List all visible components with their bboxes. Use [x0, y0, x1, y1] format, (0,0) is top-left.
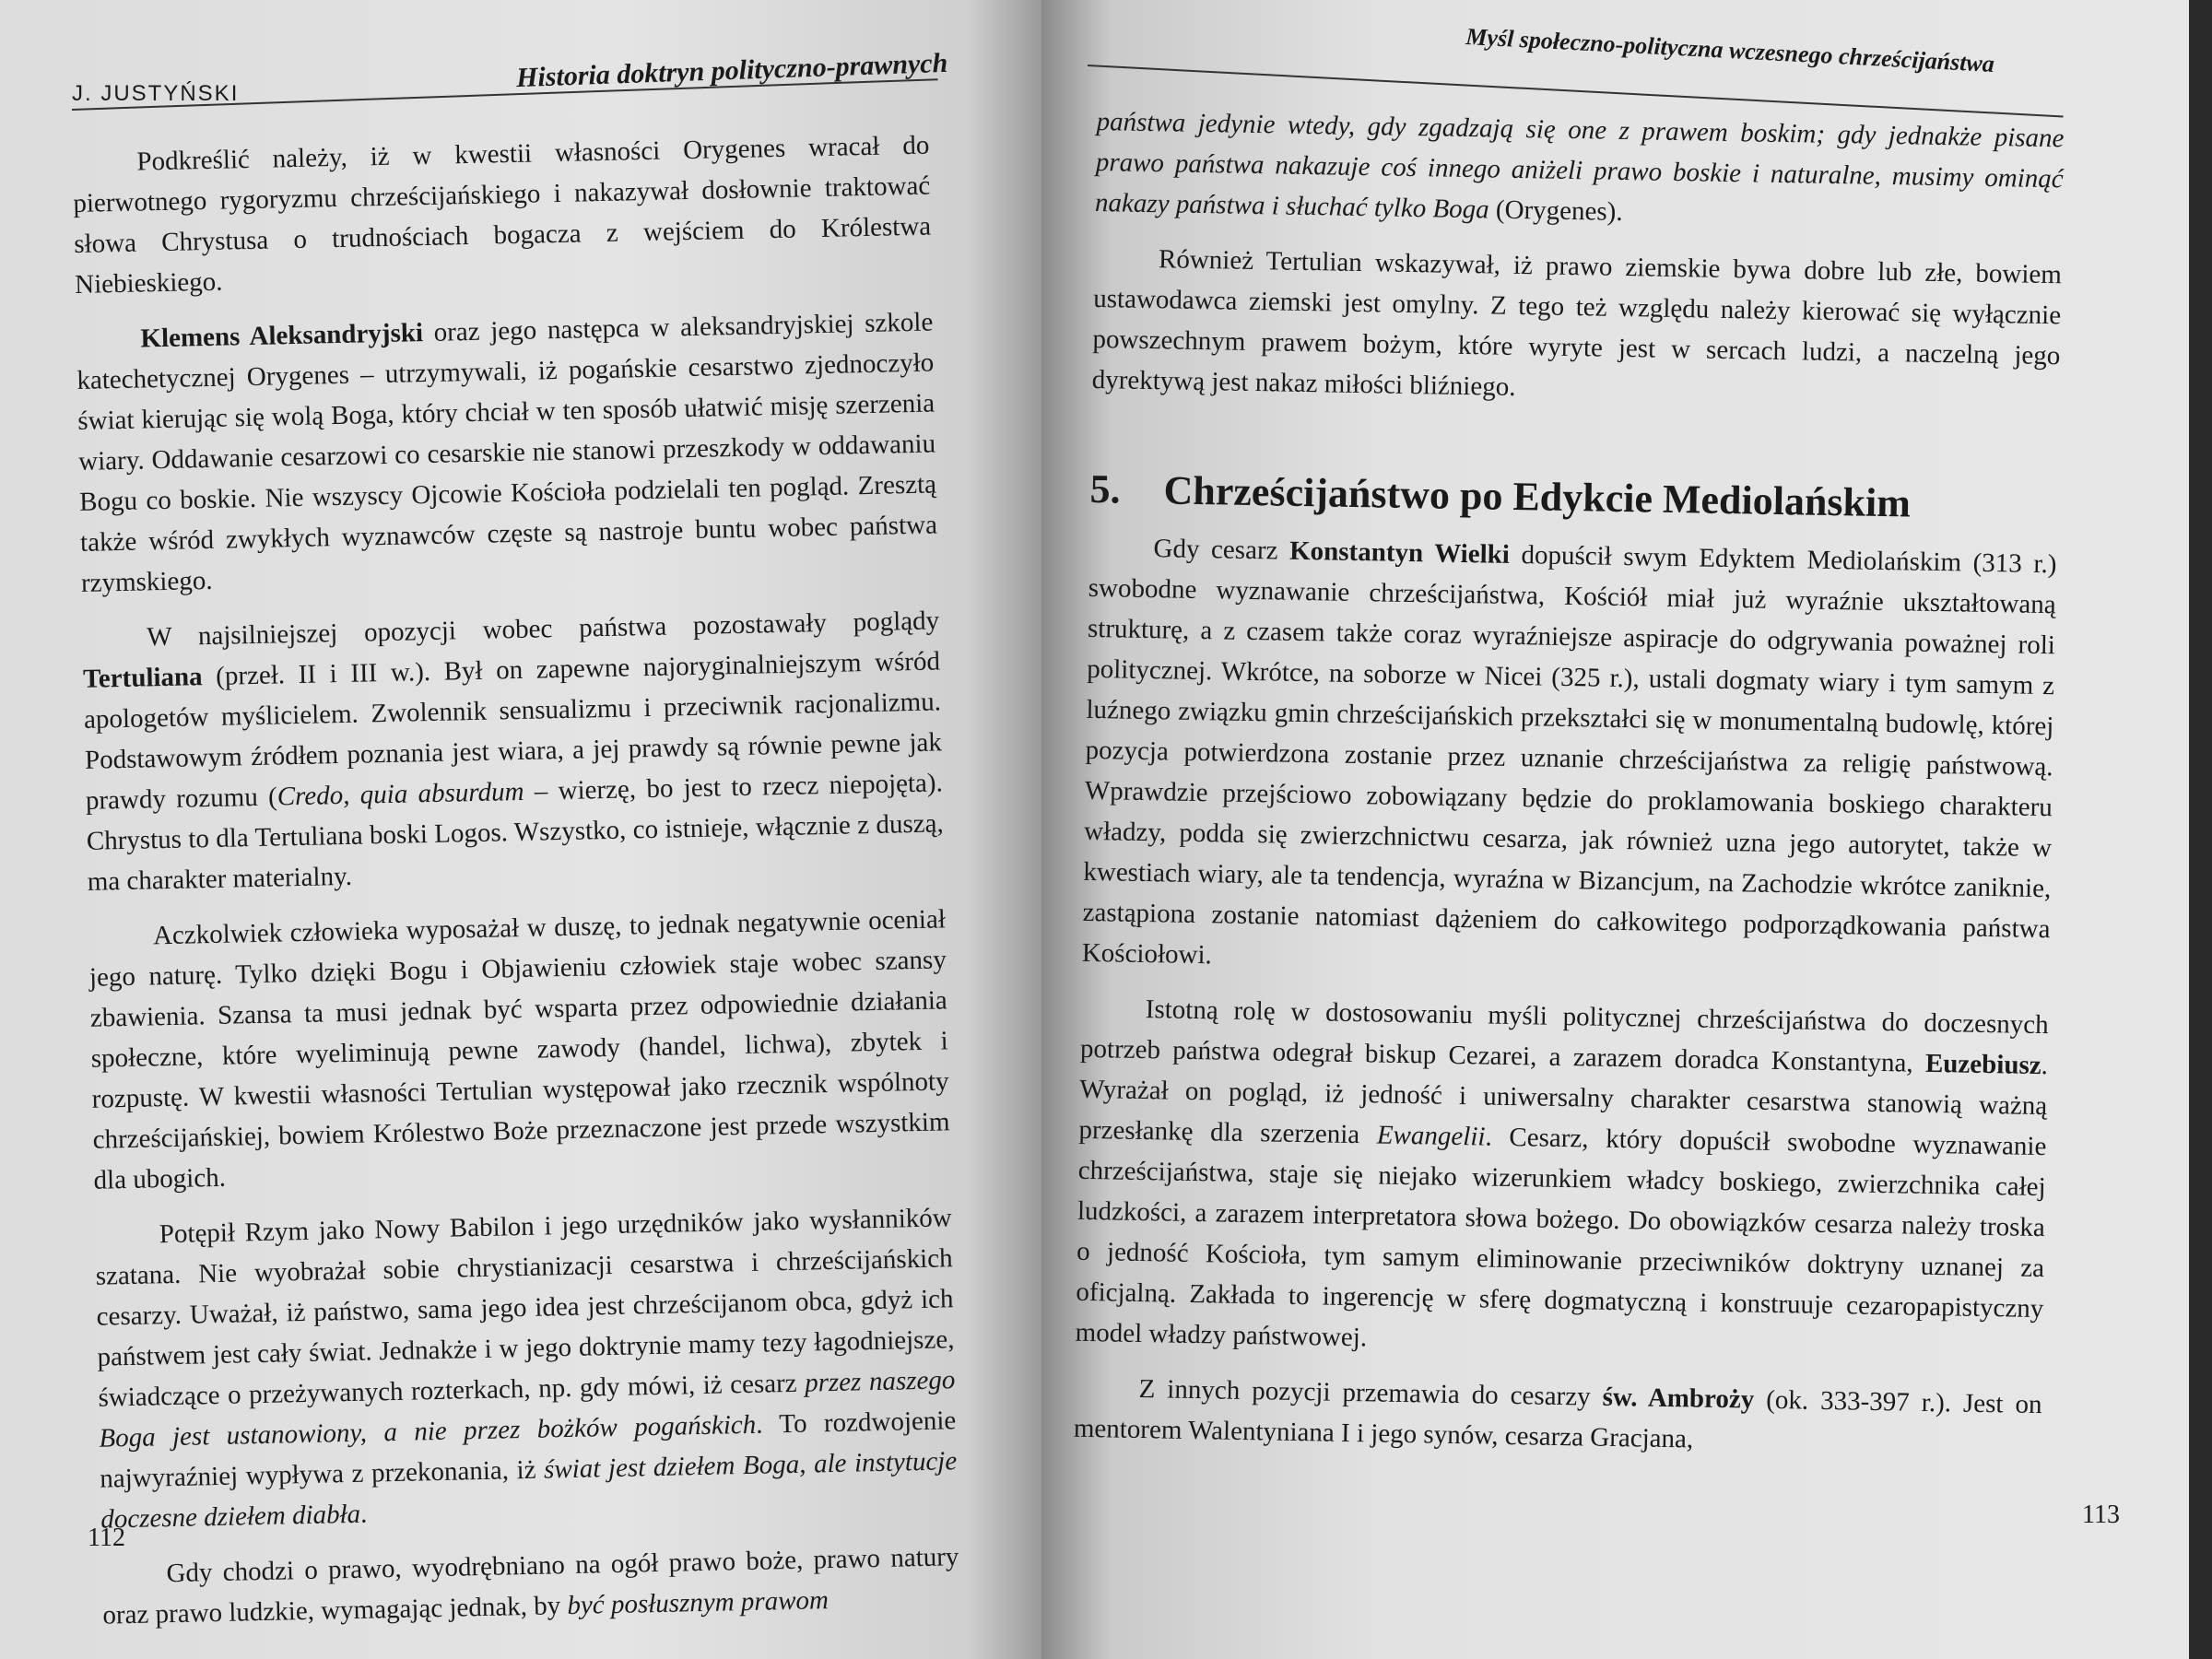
section-heading: 5. Chrześcijaństwo po Edykcie Mediolańskim [1089, 465, 1912, 526]
paragraph: Potępił Rzym jako Nowy Babilon i jego urzędników jako wysłanników szatana. Nie wyobrażał sobie chrystianizacji cesarstwa i chrześcijańskich cesarzy. Uważał, iż państwo, sama jego idea jest chrześcijanom obca, gdyż ich państwem jest cały świat. Jednakże i w jego doktrynie mamy tezy łagodniejsze, świadczące o przeżywanych rozterkach, np. gdy mówi, iż cesarz przez naszego Boga jest ustanowiony, a nie przez bożków pogańskich. To rozdwojenie najwyraźniej wypływa z przekonania, iż świat jest dziełem Boga, ale instytucje doczesne dziełem diabła. [95, 1203, 958, 1535]
page-number: 112 [88, 1524, 125, 1552]
paragraph: Podkreślić należy, iż w kwestii własności Orygenes wracał do pierwotnego rygoryzmu chrześcijańskiego i nakazywał dosłownie traktować słowa Chrystusa o trudnościach bogacza z wejściem do Królestwa Niebieskiego. [73, 130, 932, 300]
paragraph: Aczkolwiek człowieka wyposażał w duszę, to jednak negatywnie oceniał jego naturę. Tylko dzięki Bogu i Objawieniu człowiek staje wobec szansy zbawienia. Szansa ta musi jednak być wsparta przez odpowiednie działania społeczne, które wyeliminują pewne zawody (handel, lichwa), zbytek i rozpustę. W kwestii własności Tertulian występował jako rzecznik wspólnoty chrześcijańskiej, bowiem Królestwo Boże przeznaczone jest przede wszystkim dla ubogich. [88, 904, 950, 1195]
right-text-column [1073, 101, 2065, 1480]
quotation: państwa jedynie wtedy, gdy zgadzają się one z prawem boskim; gdy jednakże pisane prawo państwa nakazuje coś innego aniżeli prawo boskie i naturalne, musimy ominąć nakazy państwa i słuchać tylko Boga (Orygenes). [1094, 106, 2065, 227]
paragraph: Gdy chodzi o prawo, wyodrębniano na ogół prawo boże, prawo natury oraz prawo ludzkie, wymagając jednak, by być posłusznym prawom [102, 1542, 959, 1630]
paragraph: Również Tertulian wskazywał, iż prawo ziemskie bywa dobre lub złe, bowiem ustawodawca ziemski jest omylny. Z tego też względu należy kierować się wyłącznie powszechnym prawem bożym, które wyryte jest w sercach ludzi, a naczelną jego dyrektywą jest nakaz miłości bliźniego. [1091, 244, 2063, 402]
running-head-title: Myśl społeczno-polityczna wczesnego chrześcijaństwa [1465, 22, 1995, 78]
running-head-title: Historia doktryn polityczno-prawnych [515, 47, 948, 94]
book-edge [2189, 0, 2212, 1659]
left-page [0, 0, 1041, 1659]
running-head-author: J. JUSTYŃSKI [72, 81, 240, 106]
left-text-column [72, 125, 960, 1651]
paragraph: Istotną rolę w dostosowaniu myśli politycznej chrześcijaństwa do doczesnych potrzeb państwa odegrał biskup Cezarei, a zarazem doradca Konstantyna, Euzebiusz. Wyrażał on pogląd, iż jedność i uniwersalny charakter cesarstwa stanowią ważną przesłankę dla szerzenia Ewangelii. Cesarz, który dopuścił swobodne wyznawanie chrześcijaństwa, staje się niejako wizerunkiem władcy boskiego, zwierzchnika całej ludzkości, a zarazem interpretatora słowa bożego. Do obowiązków cesarza należy troska o jedność Kościoła, tym samym eliminowanie przeciwników doktryny uznanej za oficjalną. Zakłada to ingerencję w sferę dogmatyczną i konstruuje cezaropapistyczny model władzy państwowej. [1075, 994, 2049, 1353]
paragraph: Gdy cesarz Konstantyn Wielki dopuścił swym Edyktem Mediolańskim (313 r.) swobodne wyznawanie chrześcijaństwa, Kościół miał już wyraźnie ukształtowaną strukturę, a z czasem także coraz wyraźniejsze aspiracje do odgrywania poważnej roli politycznej. Wkrótce, na soborze w Nicei (325 r.), ustali dogmaty wiary i tym samym z luźnego związku gmin chrześcijańskich przekształci się w monumentalną budowlę, której pozycja potwierdzona zostanie przez uznanie chrześcijaństwa za religię państwową. Wprawdzie przejściowo zobowiązany będzie do proklamowania boskiego charakteru władzy, podda się zwierzchnictwu cesarza, jak również uzna jego autorytet, także w kwestiach wiary, ale ta tendencja, wyraźna w Bizancjum, na Zachodzie wkrótce zaniknie, zastąpiona zostanie natomiast dążeniem do całkowitego podporządkowania państwa Kościołowi. [1081, 534, 2057, 971]
right-page [1041, 0, 2189, 1659]
paragraph: Klemens Aleksandryjski oraz jego następca w aleksandryjskiej szkole katechetycznej Orygenes – utrzymywali, iż pogańskie cesarstwo zjednoczyło świat kierując się wolą Boga, który chciał w ten sposób ułatwić misję szerzenia wiary. Oddawanie cesarzowi co cesarskie nie stanowi przeszkody w oddawaniu Bogu co boskie. Nie wszyscy Ojcowie Kościoła podzielali ten pogląd. Zresztą także wśród zwykłych wyznawców częste są nastroje buntu wobec państwa rzymskiego. [76, 307, 938, 598]
paragraph: Z innych pozycji przemawia do cesarzy św. Ambroży (ok. 333-397 r.). Jest on mentorem Walentyniana I i jego synów, cesarza Gracjana, [1073, 1374, 2042, 1454]
page-number: 113 [2082, 1500, 2120, 1529]
paragraph: W najsilniejszej opozycji wobec państwa pozostawały poglądy Tertuliana (przeł. II i III w.). Był on zapewne najoryginalniejszym wśród apologetów myślicielem. Zwolennik sensualizmu i przeciwnik racjonalizmu. Podstawowym źródłem poznania jest wiara, a jej prawdy są równie pewne jak prawdy rozumu (Credo, quia absurdum – wierzę, bo jest to rzecz niepojęta). Chrystus to dla Tertuliana boski Logos. Wszystko, co istnieje, włącznie z duszą, ma charakter materialny. [82, 606, 945, 897]
